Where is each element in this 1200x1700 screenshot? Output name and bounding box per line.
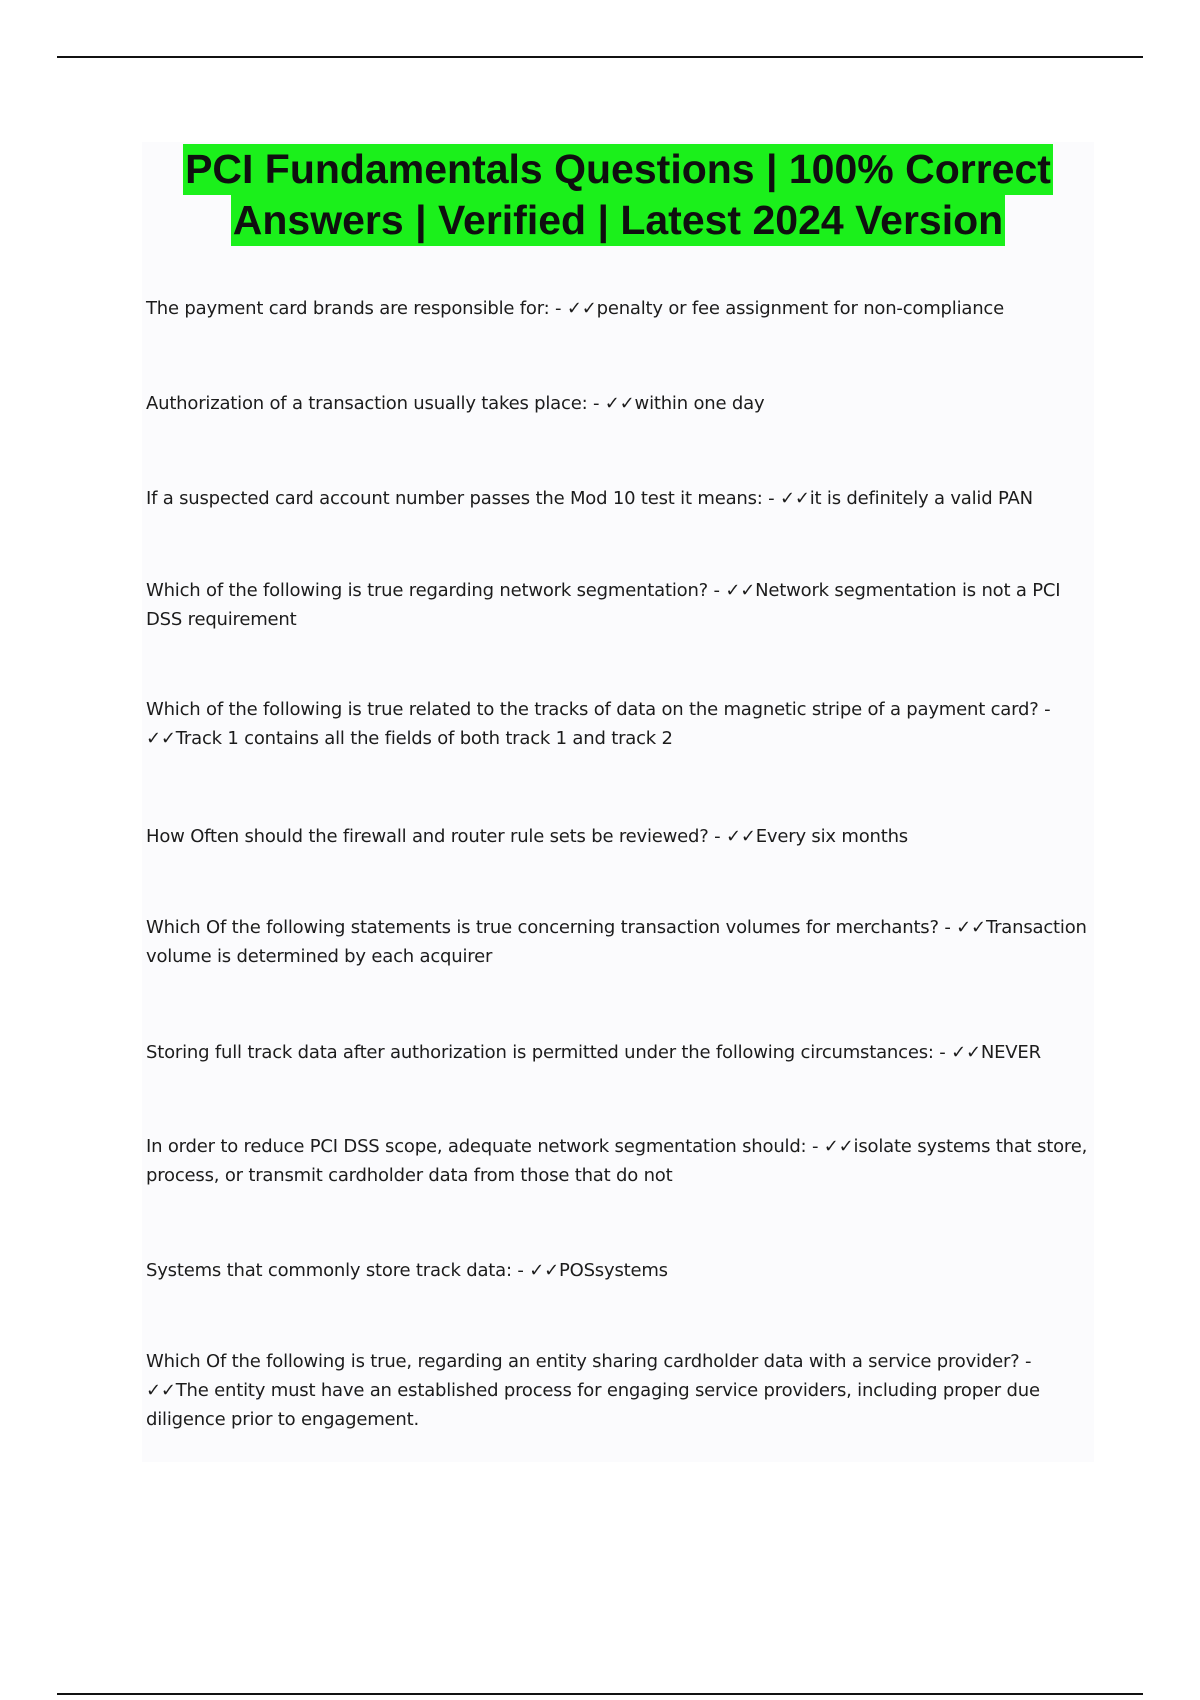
- title-line-2: Answers | Verified | Latest 2024 Version: [231, 195, 1005, 246]
- qa-item: Which Of the following statements is true concerning transaction volumes for merchants? - ✓✓Transaction volume is determined by each acquirer: [146, 917, 1087, 967]
- qa-item: In order to reduce PCI DSS scope, adequate network segmentation should: - ✓✓isolate systems that store, process, or transmit cardholder data from those that do not: [146, 1136, 1088, 1186]
- bottom-rule: [57, 1693, 1143, 1695]
- qa-item: How Often should the firewall and router rule sets be reviewed? - ✓✓Every six months: [146, 826, 908, 847]
- qa-item: If a suspected card account number passes the Mod 10 test it means: - ✓✓it is definitely a valid PAN: [146, 488, 1033, 509]
- qa-item: Which of the following is true related to the tracks of data on the magnetic stripe of a payment card? - ✓✓Track 1 contains all the fields of both track 1 and track 2: [146, 699, 1051, 749]
- qa-item: Which Of the following is true, regarding an entity sharing cardholder data with a service provider? - ✓✓The entity must have an established process for engaging service providers, including proper due diligence prior to engagement.: [146, 1351, 1040, 1430]
- title-line-1: PCI Fundamentals Questions | 100% Correct: [183, 144, 1053, 195]
- document-title: [142, 144, 1094, 246]
- qa-item: Systems that commonly store track data: - ✓✓POSsystems: [146, 1260, 668, 1281]
- qa-item: Storing full track data after authorization is permitted under the following circumstances: - ✓✓NEVER: [146, 1042, 1041, 1063]
- qa-item: Which of the following is true regarding network segmentation? - ✓✓Network segmentation is not a PCI DSS requirement: [146, 580, 1061, 630]
- qa-item: The payment card brands are responsible for: - ✓✓penalty or fee assignment for non-compliance: [146, 298, 1004, 319]
- qa-item: Authorization of a transaction usually takes place: - ✓✓within one day: [146, 393, 765, 414]
- top-rule: [57, 56, 1143, 58]
